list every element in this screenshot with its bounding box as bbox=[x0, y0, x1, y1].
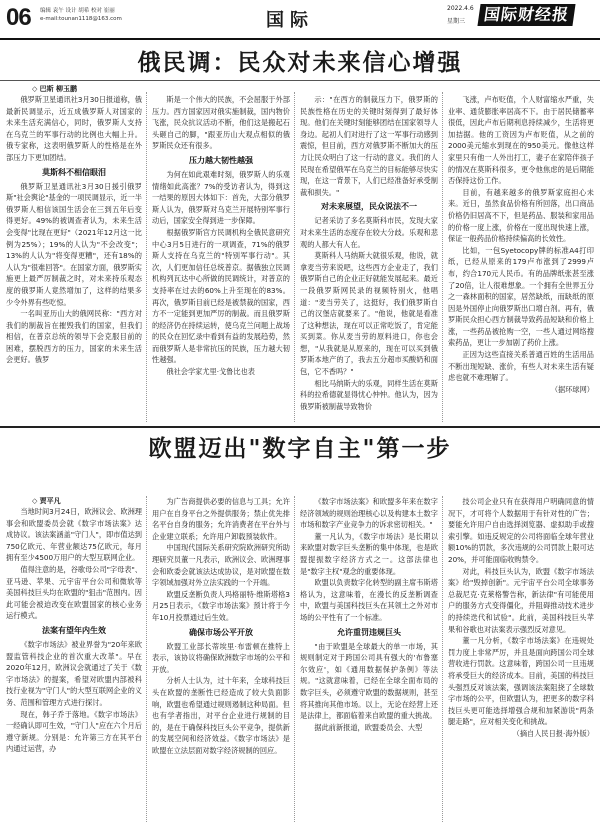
paragraph: 示："在西方的制裁压力下，俄罗斯的民族性格在历史的关键时刻得到了最好体现。他们在关键时刻能够团结在国家领导人身边。起初人们对进行了这一军事行动感到震惊，但目前，西方对俄罗斯不断加大的压力让民众明白了这一行动的意义。我们的人民现在希望俄军在乌克兰的目标能够尽快实现，在这一背景下，人们已经准备好承受制裁和损失。" bbox=[300, 95, 438, 197]
paragraph: 据此前新报道，欧盟委员会、大型 bbox=[314, 722, 423, 732]
paragraph: 俄社会学家尤里·戈鲁比也表 bbox=[166, 367, 255, 377]
subheading: 莫斯科不相信眼泪 bbox=[42, 167, 106, 177]
article1-column-3 bbox=[300, 94, 438, 424]
article1-byline: ◇ 巴斯 柳玉鹏 bbox=[32, 84, 77, 94]
article2-column-1 bbox=[6, 506, 142, 824]
paragraph: 斯是一个伟大的民族，不会屈服于外部压力。西方国家因对俄实施制裁，国内物价飞涨，民众抗议活动不断，他们这是搬起石头砸自己的脚，"跟亚历山大观点相似的俄罗斯民众还有很多。 bbox=[152, 95, 290, 151]
article1-column-1 bbox=[6, 94, 142, 424]
paragraph: 欧盟以负责数字化转型的副主席韦斯塔格认为，这意味着，在漫长的反垄断调查中，欧盟与美国科技巨头在其领土之外对市场的公平性有了一个标准。 bbox=[300, 578, 438, 622]
paragraph: 俄罗斯卫星通讯社3月30日报道称，俄最新民调显示，近五成俄罗斯人对国家的未来生活充满信心，同时，俄罗斯人支持在乌克兰的军事行动的比例也大幅上升。俄专家称，这表明俄罗斯人的性格是在外部压力下更加团结。 bbox=[6, 95, 142, 162]
page-number: 06 bbox=[6, 4, 31, 31]
paragraph: 董一凡认为，《数字市场法》是长期以来欧盟对数字巨头垄断的集中体现，也是欧盟提振数字经济方式之一。这部法律也是"数字主权"观念的重要体现。 bbox=[300, 531, 438, 576]
subheading: 压力越大韧性越强 bbox=[189, 155, 253, 165]
paragraph: 现在，韩子乔于落地。《数字市场法》一经确认即可生效，"守门人"应在六个月后遵守新规。分别是：允许第三方在其平台内通过运营，办 bbox=[6, 709, 142, 754]
issue-weekday: 星期三 bbox=[447, 18, 466, 25]
paragraph: 相比马纳斯大的乐观，同样生活在莫斯科的拉希德就显得忧心忡忡。他认为，因为俄罗斯被制裁导致物价 bbox=[300, 378, 438, 411]
column-divider bbox=[442, 496, 443, 822]
article2-column-2 bbox=[152, 496, 290, 824]
paragraph: 为何在如此艰难时刻，俄罗斯人的乐观情绪如此高涨？7%的受访者认为，得到这一结果的原因大体如下：首先，大部分俄罗斯人认为，俄罗斯对乌克兰开展特别军事行动后，国家安全得到进一步保障。 bbox=[152, 169, 290, 226]
section-title: 国际 bbox=[266, 10, 314, 31]
column-divider bbox=[146, 92, 147, 422]
paragraph: 《数字市场法案》和欧盟多年来在数字经济领域的规则治理核心以及构建本土数字市场和数字产业竞争力的诉求密切相关。" bbox=[300, 497, 438, 530]
paragraph: 俄罗斯卫星通讯社3月30日援引俄罗斯"社会舆论"基金的一项民调显示，近一半俄罗斯人相信该国生活会在三到五年后变得更好。49%的被调查者认为，未来生活会变得"比现在更好"（2021年12月这一比例为25%）；19%的人认为"不会改变"；13%的人认为"将变得更糟"，还有18%的人认为"很难回答"。在国家方面，俄罗斯实施更上最严厉制裁之时，对未来持乐观态度的俄罗斯人竟然增加了，这样的结果多少令外界有些吃惊。 bbox=[6, 181, 142, 307]
paragraph: "由于欧盟是全球最大的单一市场，其规则制定对于跨国公司具有强大的'布鲁塞尔效应'，如《通用数据保护条例》等法规。"这就意味着，已经在全球全面布局的数字巨头，必须遵守欧盟的数据规则，甚至将其推向其他市场。以上，无论在经营上还是法律上，都面临着来自欧盟的重大挑战。 bbox=[300, 641, 438, 721]
paragraph: 对此，科技巨头认为，欧盟《数字市场法案》给"毁掉创新"。元宇宙平台公司全球事务总裁尼克·克莱格警告称，新法律"有可能使用户的服务方式变得僵化，并阻碍推动技术进步的持续迭代和试验"。此前，美国科技巨头苹果和谷歌也对法案表示强烈反对意见。 bbox=[448, 566, 594, 634]
article1-column-2 bbox=[152, 94, 290, 424]
article2-headline: 欧盟迈出"数字自主"第一步 bbox=[148, 436, 452, 462]
article2-column-3 bbox=[300, 496, 438, 824]
headline-rule bbox=[0, 80, 600, 81]
paragraph: 根据俄罗斯官方民调机构全俄民意研究中心3月5日进行的一项调查，71%的俄罗斯人支持在乌克兰的"特别军事行动"。其次，人们更加信任总统普京。据俄独立民调机构列瓦达中心所做的民调统计，对普京的支持率在过去的60%上升至现在的83%。再次，俄罗斯目前已经是被禁裁的国家，西方不一定能到更加严厉的制裁。而且俄罗斯的经济仍在持续运转，使乌克兰问题上战场的民众在回忆录中看到有益的发展趋势，然而俄罗斯人是非常抗压的民族，压力越大韧性越强。 bbox=[152, 227, 290, 365]
paragraph: 正因为这些直接关系普通百姓的生活用品不断出现短缺、涨价，有些人对未来生活有疑虑也就不难理解了。 bbox=[448, 350, 594, 383]
paragraph: 当地时间3月24日，欧洲议会、欧洲理事会和欧盟委员会就《数字市场法案》达成协议。该法案涵盖"守门人"，即市值达到750亿欧元、年营业额达75亿欧元，每月拥有至少4500万用户的大型互联网企业。 bbox=[6, 507, 142, 563]
article-separator bbox=[0, 426, 600, 428]
column-divider bbox=[442, 92, 443, 422]
subheading: 对未来展望，民众说法不一 bbox=[321, 202, 417, 212]
subheading: 确保市场公平开放 bbox=[189, 627, 253, 637]
paragraph: 欧盟工业部长蒂埃里·布雷顿在推特上表示，该协议将确保欧洲数字市场的公平和开放。 bbox=[152, 641, 290, 674]
masthead bbox=[0, 0, 600, 40]
paragraph: 欧盟反垄断负责人玛格丽特·维斯塔格3月25日表示，《数字市场法案》预计将于今年10月投票通过后生效。 bbox=[152, 589, 290, 622]
subheading: 允许重罚违规巨头 bbox=[337, 627, 401, 637]
paragraph: 记者采访了多名莫斯科市民，发现大家对未来生活的态度存在较大分歧。乐观和悲观的人都大有人在。 bbox=[300, 216, 438, 249]
paragraph: 技公司企业只有在获得用户明确同意的情况下，才可将个人数据用于有针对性的广告；要能允许用户自由选择浏览器、虚拟助手或搜索引擎。如违反规定的公司将面临全球年营业额10%的罚款，多次违规的公司罚款上限可达20%，并可能面临收购禁令。 bbox=[448, 497, 594, 564]
paragraph: 分析人士认为，过十年来，全球科技巨头在欧盟的垄断性已经造成了较大负面影响，欧盟也希望通过规则遏制这种局面。但也有学者指出，对平台企业进行规制的目的，是在于确保科技巨头公平竞争，提供新的发展空间和经济效益。《数字市场法》是欧盟在立法层面对数字经济规制的回应。 bbox=[152, 676, 290, 755]
paragraph: 莫斯科人马纳斯大就很乐观，他说，就拿麦当劳来说吧，这些西方企业走了，我们俄罗斯自己的企业正好就能发展起来。最近一段俄罗斯网民录的视频特别火，他唱道："麦当劳关了，这挺好，我们俄罗斯自己的汉堡店就要来了。"他说，他就是看准了这种想法，现在可以正常吃饭了，肯定能买到菜。你从麦当劳的原料进口，你也会想，"从我就是从原来的，现在可以买到俄罗斯本地产的了，我去五分超市买酸奶和面包，它不香吗？" bbox=[300, 251, 438, 377]
article2-byline: ◇ 贾平凡 bbox=[32, 496, 61, 506]
brand-logo: 国际财经报 bbox=[477, 4, 575, 26]
column-divider bbox=[146, 496, 147, 822]
paragraph: 《数字市场法》被业界誉为"20年来欧盟监管科技企业的首次重大改革"。早在2020年12月，欧洲议会就通过了关于《数字市场法》的提案，希望对欧盟内部被科技行业视为"守门人"的大型互联网企业的义务、范围和管理方式进行探讨。 bbox=[6, 639, 142, 707]
subheading: 法案有望年内生效 bbox=[42, 625, 106, 635]
column-divider bbox=[294, 496, 295, 822]
article2-source: （摘自人民日报·海外版） bbox=[512, 728, 594, 738]
article1-headline: 俄民调：民众对未来信心增强 bbox=[137, 50, 463, 76]
paragraph: 为广告商提供必要的信息与工具；允许用户在自身平台之外提供服务；禁止优先排名平台自身的服务；允许消费者在平台外与企业建立联系；允许用户卸载预装软件。 bbox=[152, 497, 290, 541]
issue-date: 2022.4.6 bbox=[447, 5, 474, 12]
paragraph: 目前，有越来越多的俄罗斯家庭担心未来。近日，虽然食品价格有所回落，出口商品价格仍旧居高不下，但是药品、服装和家用品的价格一度上涨，价格在一度出现快速上涨，保证一般药品价格持续偏高的长效性。 bbox=[448, 187, 594, 244]
paragraph: 中国现代国际关系研究院欧洲研究所助理研究员董一凡表示，欧洲议会、欧洲理事会和欧委会就该法达成协议，是对欧盟在数字领域加强对外立法实践的一个开端。 bbox=[152, 543, 290, 588]
article1-source: （据环球网） bbox=[550, 384, 594, 394]
article1-column-4 bbox=[448, 94, 594, 424]
email-line: e-mail:tounan1118@163.com bbox=[40, 16, 122, 22]
article2-column-4 bbox=[448, 496, 594, 824]
paragraph: 比如，一包Syetocopy牌的标准A4打印纸，已经从原来的179卢布涨到了2999卢布，约合170元人民币。有的品牌纸张甚至涨了20倍，让人很难想象。一个拥有全世界五分之一森林面积的国家，居然缺纸，而缺纸的原因是外国停止向俄罗斯出口增白剂。再有，俄罗斯民众担心西方制裁导致药品短缺和价格上涨，一些药品被抢购一空，一些人通过网络搜索药品，更让一步加剧了药价上涨。 bbox=[448, 245, 594, 348]
editors-line: 编辑 袁午 设计 胡希 校对 崔丽 bbox=[40, 8, 115, 14]
paragraph: 董一凡分析，《数字市场法案》在违规处罚力度上非常严厉，并且是面向跨国公司全球营收进行罚款。这意味着，跨国公司一旦违规将承受巨大的经济成本。目前，美国的科技巨头强烈反对该法案，强调该法案阻挠了全球数字市场的公平，但欧盟认为，把更多的数字科技巨头更可能选择增强合规和加紧游说"两条腿走路"，应对相关变化和挑战。 bbox=[448, 636, 594, 727]
paragraph: 值得注意的是，谷歌母公司"字母表"、亚马逊、苹果、元宇宙平台公司和微软等美国科技巨头均在欧盟的"狙击"范围内。因此可能会被迫改变在欧盟国家的核心业务运行模式。 bbox=[6, 564, 142, 621]
paragraph: 一名叫亚历山大的俄网民称："西方对我们的制裁旨在摧毁我们的国家，但我们相信，在普京总统的领导下会克服目前的困难，摆脱西方的压力，国家的未来生活会更好。俄罗 bbox=[6, 309, 142, 365]
paragraph: 飞涨，卢布贬值，个人财富缩水严重，失业率、通货膨胀率居高不下。由于居民储蓄率很低，因此卢布后期利息持续减少，生活将更加拮据。他的工资因为卢布贬值，从之前的2000美元缩水到现在的950美元。像他这样家里只有他一人外出打工，妻子在家陪伴孩子的情况在莫斯科很多，更令他焦虑的是后期能否保持这份工作。 bbox=[448, 95, 594, 186]
column-divider bbox=[294, 92, 295, 422]
